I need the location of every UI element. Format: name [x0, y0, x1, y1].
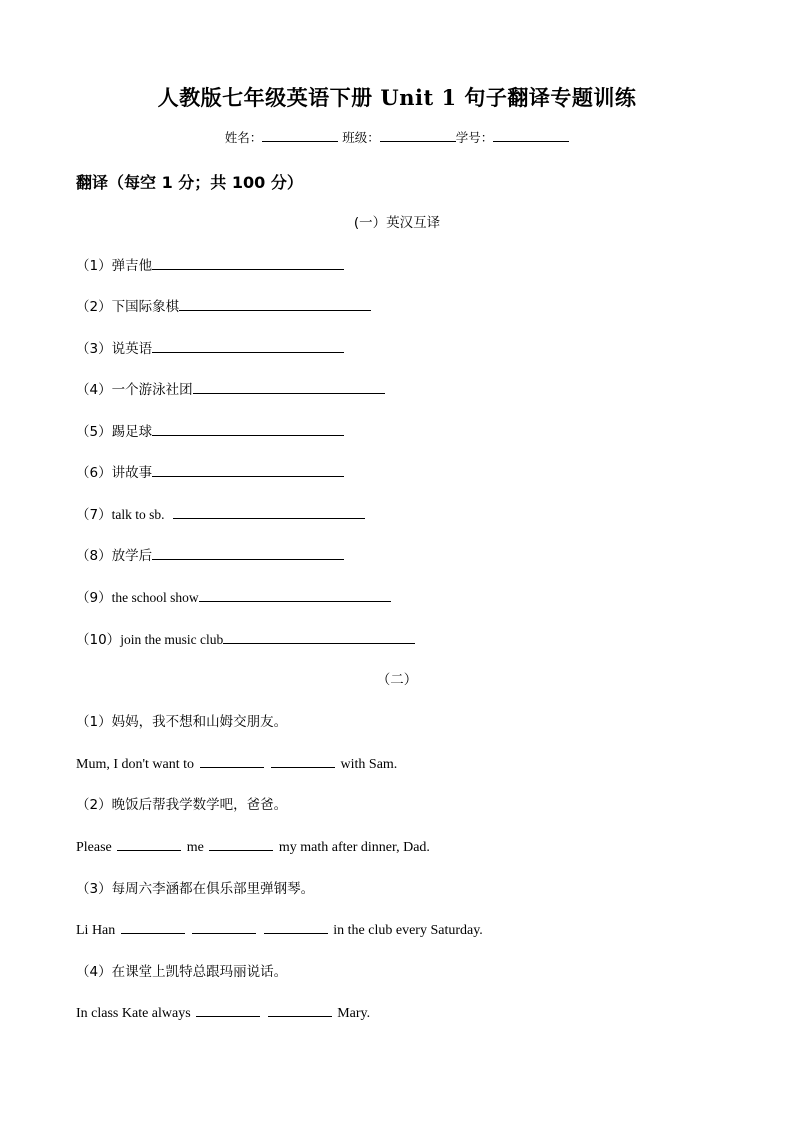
item-number: （7）	[76, 507, 112, 523]
chinese-text: 妈妈，我不想和山姆交朋友。	[111, 714, 288, 730]
part2-english-sentence	[76, 1003, 370, 1022]
answer-line[interactable]	[193, 379, 385, 394]
item-text: 一个游泳社团	[111, 382, 193, 398]
item-text: 下国际象棋	[111, 299, 180, 315]
answer-blank[interactable]	[271, 754, 335, 768]
number-label: 学号：	[455, 130, 494, 145]
english-text: Mary.	[337, 1006, 371, 1021]
class-blank[interactable]	[380, 129, 456, 142]
item-number: （6）	[76, 465, 112, 481]
item-text: 弹吉他	[111, 258, 153, 274]
part2-heading: （二）	[376, 672, 418, 688]
answer-line[interactable]	[179, 296, 371, 311]
answer-line[interactable]	[173, 504, 365, 519]
chinese-text: 晚饭后帮我学数学吧，爸爸。	[111, 797, 288, 813]
answer-blank[interactable]	[200, 754, 264, 768]
answer-blank[interactable]	[209, 837, 273, 851]
part1-item	[76, 586, 391, 606]
answer-blank[interactable]	[192, 920, 256, 934]
english-text: Please	[76, 840, 112, 855]
section-heading: 翻译（每空 1 分；共 100 分）	[76, 173, 303, 192]
item-text: the school show	[111, 590, 199, 605]
answer-line[interactable]	[152, 338, 344, 353]
item-text: 踢足球	[111, 424, 153, 440]
name-blank[interactable]	[262, 129, 338, 142]
item-number: （8）	[76, 548, 112, 564]
number-blank[interactable]	[493, 129, 569, 142]
answer-line[interactable]	[152, 462, 344, 477]
item-number: （3）	[76, 341, 112, 357]
part1-item	[76, 378, 385, 398]
answer-blank[interactable]	[121, 920, 185, 934]
answer-blank[interactable]	[196, 1003, 260, 1017]
answer-line[interactable]	[152, 255, 344, 270]
part1-item	[76, 628, 415, 648]
item-number: （9）	[76, 590, 112, 606]
item-number: （10）	[76, 632, 121, 648]
item-number: （2）	[76, 797, 112, 813]
part1-item	[76, 295, 371, 315]
part1-item	[76, 461, 344, 481]
part1-heading: (一）英汉互译	[353, 215, 441, 231]
name-label: 姓名：	[224, 130, 263, 145]
part2-chinese-sentence	[76, 877, 314, 897]
item-text: 讲故事	[111, 465, 153, 481]
english-text: Li Han	[76, 923, 116, 938]
item-number: （4）	[76, 382, 112, 398]
english-text: Mum, I don't want to	[76, 757, 195, 772]
part2-english-sentence	[76, 837, 430, 856]
answer-line[interactable]	[152, 545, 344, 560]
part2-chinese-sentence	[76, 710, 287, 730]
answer-line[interactable]	[152, 421, 344, 436]
student-info-line	[0, 128, 794, 146]
part1-item	[76, 337, 344, 357]
page-title: 人教版七年级英语下册 Unit 1 句子翻译专题训练	[157, 85, 637, 110]
item-number: （1）	[76, 258, 112, 274]
item-number: （2）	[76, 299, 112, 315]
class-label: 班级：	[342, 130, 380, 145]
part2-english-sentence	[76, 754, 397, 773]
chinese-text: 每周六李涵都在俱乐部里弹钢琴。	[111, 881, 315, 897]
item-text: join the music club	[120, 632, 224, 647]
part1-item	[76, 503, 365, 523]
chinese-text: 在课堂上凯特总跟玛丽说话。	[111, 964, 288, 980]
part2-chinese-sentence	[76, 793, 287, 813]
english-text: my math after dinner, Dad.	[278, 840, 430, 855]
english-text: In class Kate always	[76, 1006, 191, 1021]
answer-blank[interactable]	[264, 920, 328, 934]
answer-blank[interactable]	[117, 837, 181, 851]
part1-item	[76, 420, 344, 440]
part2-chinese-sentence	[76, 960, 287, 980]
item-text: 说英语	[111, 341, 153, 357]
english-text: me	[186, 840, 204, 855]
item-text: talk to sb.	[111, 507, 165, 522]
answer-blank[interactable]	[268, 1003, 332, 1017]
item-number: （5）	[76, 424, 112, 440]
item-text: 放学后	[111, 548, 153, 564]
answer-line[interactable]	[223, 629, 415, 644]
item-number: （1）	[76, 714, 112, 730]
part2-english-sentence	[76, 920, 483, 939]
item-number: （4）	[76, 964, 112, 980]
part1-item	[76, 544, 344, 564]
part1-item	[76, 254, 344, 274]
english-text: with Sam.	[340, 757, 398, 772]
english-text: in the club every Saturday.	[333, 923, 483, 938]
item-number: （3）	[76, 881, 112, 897]
answer-line[interactable]	[199, 587, 391, 602]
